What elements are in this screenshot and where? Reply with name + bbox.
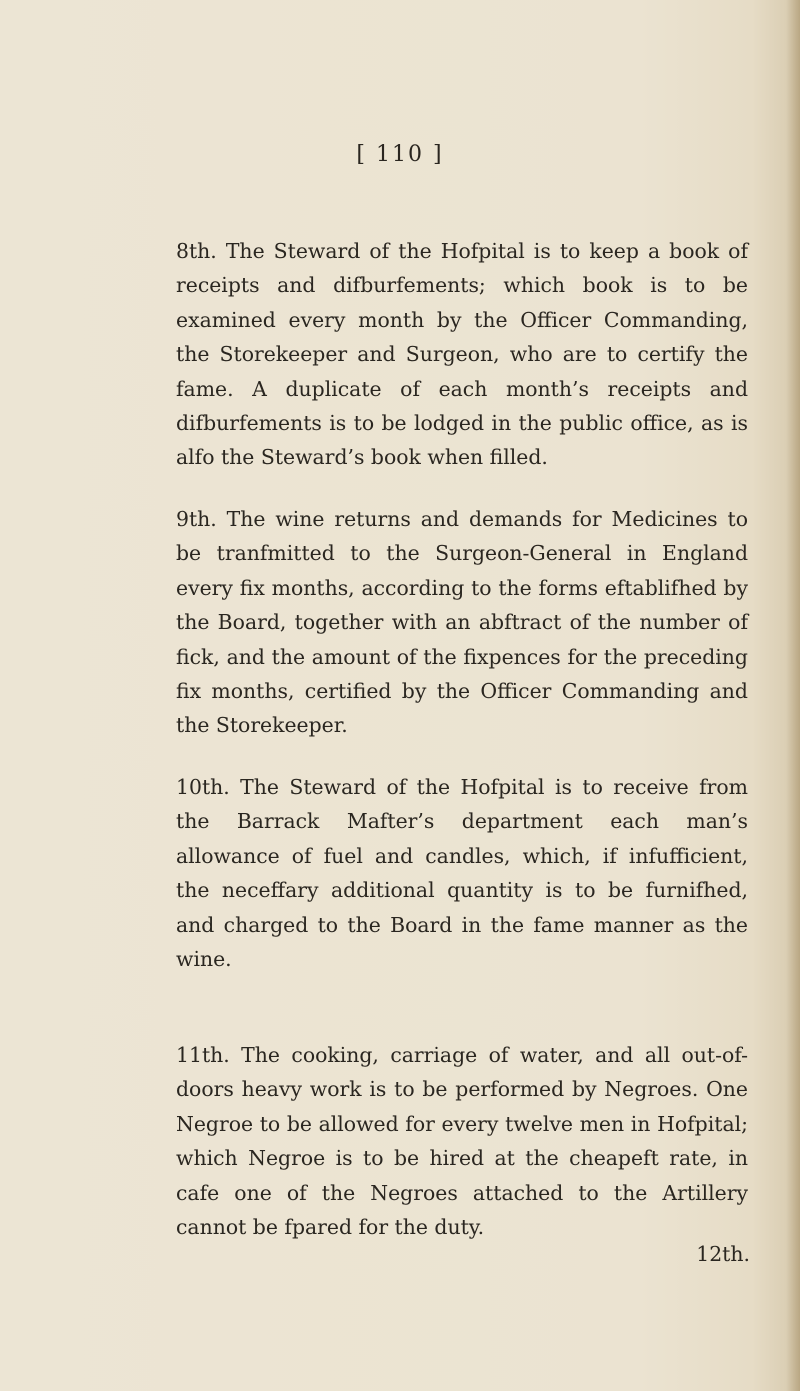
page-edge-shadow bbox=[786, 0, 800, 1391]
paragraph-9th bbox=[176, 502, 748, 743]
paragraph-text: 10th. The Steward of the Hofpital is to receive from the Barrack Mafter’s department each man’s allowance of fuel and candles, which, if infufficient, the neceffary additional quantity is to be furnifhed, and charged to the Board in the fame manner as the wine. bbox=[176, 775, 748, 972]
paragraph-10th bbox=[176, 770, 748, 976]
paragraph-8th bbox=[176, 234, 748, 475]
paragraph-text: 8th. The Steward of the Hofpital is to keep a book of receipts and difburfements; which book is to be examined every month by the Officer Commanding, the Storekeeper and Surgeon, who are to certify the fame. A duplicate of each month’s receipts and difburfements is to be lodged in the public office, as is alfo the Steward’s book when filled. bbox=[176, 239, 748, 470]
paragraph-text: 11th. The cooking, carriage of water, and all out-of-doors heavy work is to be performed by Negroes. One Negroe to be allowed for every twelve men in Hofpital; which Negroe is to be hired at the cheapeft rate, in cafe one of the Negroes attached to the Artillery cannot be fpared for the duty. bbox=[176, 1043, 748, 1240]
page-number: [ 110 ] bbox=[356, 142, 444, 167]
paragraph-11th bbox=[176, 1038, 748, 1244]
paragraph-text: 9th. The wine returns and demands for Medicines to be tranfmitted to the Surgeon-General in England every fix months, according to the forms eftablifhed by the Board, together with an abftract of the number of fick, and the amount of the fixpences for the preceding fix months, certified by the Officer Commanding and the Storekeeper. bbox=[176, 507, 748, 738]
catchword: 12th. bbox=[696, 1242, 750, 1266]
